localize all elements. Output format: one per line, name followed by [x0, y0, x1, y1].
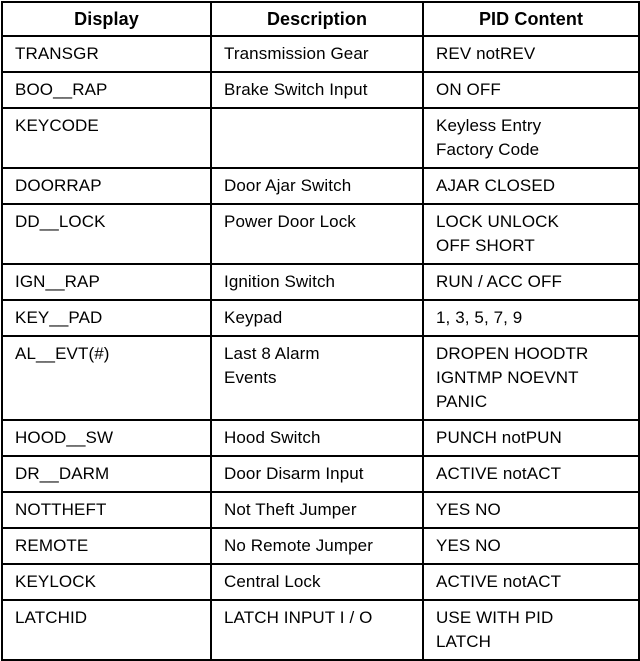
description-cell	[211, 108, 423, 168]
header-description: Description	[211, 2, 423, 36]
description-cell: Transmission Gear	[211, 36, 423, 72]
display-cell: DD__LOCK	[2, 204, 211, 264]
table-row	[2, 264, 639, 300]
display-cell: DR__DARM	[2, 456, 211, 492]
description-cell: Central Lock	[211, 564, 423, 600]
description-cell: LATCH INPUT I / O	[211, 600, 423, 660]
description-cell: No Remote Jumper	[211, 528, 423, 564]
display-cell: TRANSGR	[2, 36, 211, 72]
table-row	[2, 336, 639, 420]
table-row	[2, 168, 639, 204]
display-cell: IGN__RAP	[2, 264, 211, 300]
table-row	[2, 420, 639, 456]
pid-content-cell: YES NO	[423, 492, 639, 528]
table-row	[2, 36, 639, 72]
description-cell: Not Theft Jumper	[211, 492, 423, 528]
description-cell: Last 8 Alarm Events	[211, 336, 423, 420]
description-cell: Ignition Switch	[211, 264, 423, 300]
description-cell: Hood Switch	[211, 420, 423, 456]
description-cell: Keypad	[211, 300, 423, 336]
pid-content-cell: ACTIVE notACT	[423, 456, 639, 492]
description-cell: Door Disarm Input	[211, 456, 423, 492]
table-row	[2, 72, 639, 108]
pid-content-cell: AJAR CLOSED	[423, 168, 639, 204]
display-cell: KEYCODE	[2, 108, 211, 168]
pid-content-cell: REV notREV	[423, 36, 639, 72]
display-cell: BOO__RAP	[2, 72, 211, 108]
display-cell: HOOD__SW	[2, 420, 211, 456]
pid-content-cell: DROPEN HOODTR IGNTMP NOEVNT PANIC	[423, 336, 639, 420]
description-cell: Power Door Lock	[211, 204, 423, 264]
pid-content-cell: 1, 3, 5, 7, 9	[423, 300, 639, 336]
header-pid-content: PID Content	[423, 2, 639, 36]
pid-content-cell: LOCK UNLOCK OFF SHORT	[423, 204, 639, 264]
pid-content-cell: USE WITH PID LATCH	[423, 600, 639, 660]
table-row	[2, 204, 639, 264]
display-cell: REMOTE	[2, 528, 211, 564]
description-cell: Door Ajar Switch	[211, 168, 423, 204]
table-row	[2, 300, 639, 336]
display-cell: KEYLOCK	[2, 564, 211, 600]
pid-content-cell: YES NO	[423, 528, 639, 564]
table-row	[2, 108, 639, 168]
display-cell: NOTTHEFT	[2, 492, 211, 528]
display-cell: AL__EVT(#)	[2, 336, 211, 420]
pid-content-cell: ON OFF	[423, 72, 639, 108]
table-row	[2, 528, 639, 564]
header-row	[2, 2, 639, 36]
display-cell: KEY__PAD	[2, 300, 211, 336]
display-cell: DOORRAP	[2, 168, 211, 204]
pid-content-cell: RUN / ACC OFF	[423, 264, 639, 300]
table-row	[2, 564, 639, 600]
pid-content-cell: ACTIVE notACT	[423, 564, 639, 600]
pid-table	[1, 1, 640, 661]
table-row	[2, 600, 639, 660]
description-cell: Brake Switch Input	[211, 72, 423, 108]
table-row	[2, 456, 639, 492]
table-row	[2, 492, 639, 528]
header-display: Display	[2, 2, 211, 36]
display-cell: LATCHID	[2, 600, 211, 660]
pid-content-cell: Keyless Entry Factory Code	[423, 108, 639, 168]
pid-content-cell: PUNCH notPUN	[423, 420, 639, 456]
